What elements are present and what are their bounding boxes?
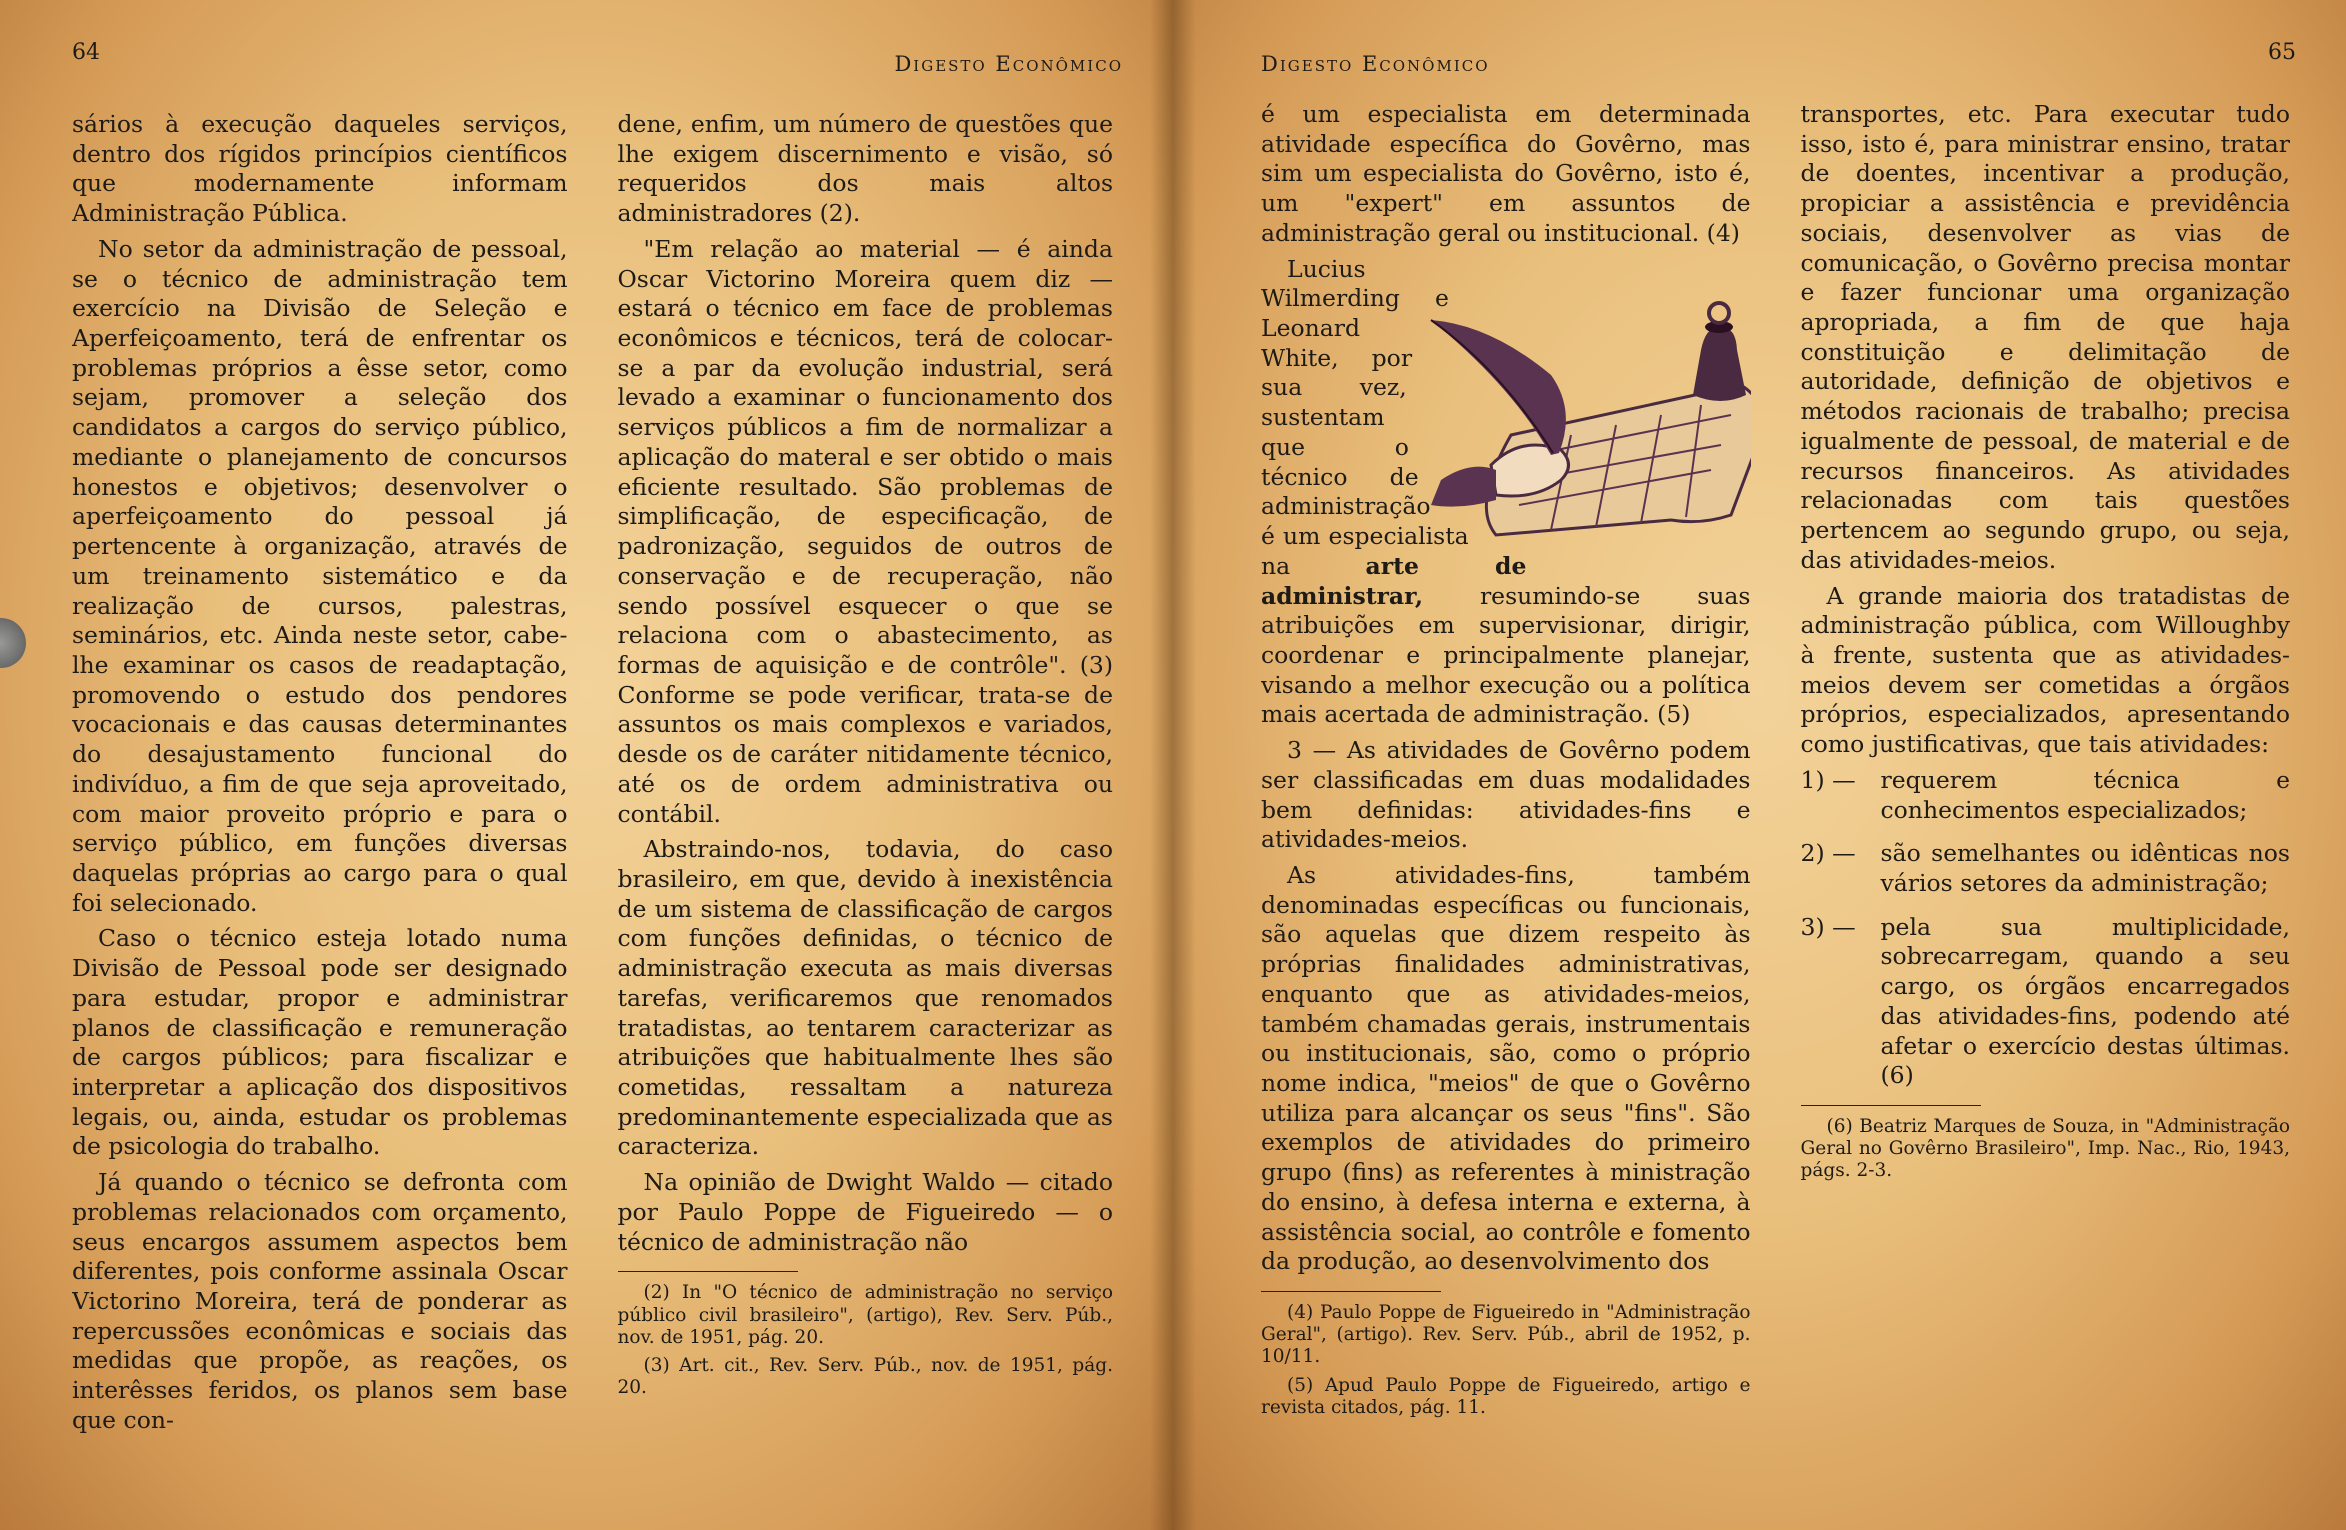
quill-icon bbox=[1401, 265, 1751, 555]
list-number: 2) — bbox=[1800, 839, 1856, 868]
paragraph: 3 — As atividades de Govêrno podem ser classificadas em duas modalidades bem definidas: atividades-fins e atividades-meios. bbox=[1261, 736, 1751, 854]
list-item bbox=[1801, 913, 2291, 1091]
column-2 bbox=[618, 110, 1114, 1440]
paragraph: Já quando o técnico se defronta com problemas relacionados com orçamento, seus encargos assumem aspectos bem diferentes, pois conforme assinala Oscar Victorino Moreira, terá de ponderar as repercussões econômicas e sociais das medidas que propõe, as reações, os interêsses feridos, os planos sem base que con- bbox=[72, 1168, 568, 1434]
list-text: requerem técnica e conhecimentos especializados; bbox=[1880, 765, 2290, 824]
list-text: são semelhantes ou idênticas nos vários setores da administração; bbox=[1880, 839, 2290, 897]
footnote-rule bbox=[1261, 1291, 1441, 1292]
footnote: (6) Beatriz Marques de Souza, in "Administração Geral no Govêrno Brasileiro", Imp. Nac., Rio, 1943, págs. 2-3. bbox=[1800, 1116, 2290, 1182]
paragraph: Na opinião de Dwight Waldo — citado por Paulo Poppe de Figueiredo — o técnico de administração não bbox=[617, 1168, 1113, 1256]
paragraph: dene, enfim, um número de questões que lhe exigem discernimento e visão, só requeridos dos mais altos administradores (2). bbox=[617, 110, 1113, 228]
paragraph: As atividades-fins, também denominadas específicas ou funcionais, são aquelas que dizem respeito às próprias finalidades administrativas, enquanto que as atividades-meios, também chamadas gerais, instrumentais ou institucionais, são, como o próprio nome indica, "meios" de que o Govêrno utiliza para alcançar os seus "fins". São exemplos de atividades do primeiro grupo (fins) as referentes à ministração do ensino, à defesa interna e externa, à assistência social, ao contrôle e fomento da produção, ao desenvolvimento dos bbox=[1261, 860, 1751, 1276]
paragraph: "Em relação ao material — é ainda Oscar Victorino Moreira quem diz — estará o técnico em face de problemas econômicos e técnicos, terá de colocar-se a par da evolução industrial, será levado a examinar o funcionamento dos serviços públicos a fim de normalizar a aplicação do materal e ser obtido o mais eficiente resultado. São problemas de simplificação, de especificação, de padronização, seguidos de outros de conservação e de recuperação, não sendo possível esquecer o que se relaciona com o abastecimento, as formas de aquisição e de contrôle". (3) Conforme se pode verificar, trata-se de assuntos os mais complexos e variados, desde os de caráter nitidamente técnico, até os de ordem administrativa ou contábil. bbox=[617, 234, 1113, 828]
paragraph: No setor da administração de pessoal, se o técnico de administração tem exercício na Divisão de Seleção e Aperfeiçoamento, terá de enfrentar os problemas próprios a êsse setor, como sejam, promover a seleção dos candidatos a cargos do serviço público, mediante o planejamento de concursos honestos e objetivos; desenvolver o aperfeiçoamento do pessoal já pertencente à organização, através de um treinamento sistemático e da realização de cursos, palestras, seminários, etc. Ainda neste setor, cabe-lhe examinar os casos de readaptação, promovendo o estudo dos pendores vocacionais e das causas determinantes do desajustamento funcional do indivíduo, a fim de que seja aproveitado, com maior proveito próprio e para o serviço público, em funções diversas daquelas próprias ao cargo para o qual foi selecionado. bbox=[72, 234, 568, 917]
paragraph: Abstraindo-nos, todavia, do caso brasileiro, em que, devido à inexistência de um sistema de classificação de cargos com funções definidas, o técnico de administração executa as mais diversas tarefas, verificaremos que renomados tratadistas, ao tentarem caracterizar as atribuições que habitualmente lhes são cometidas, ressaltam a natureza predominantemente especializada que as caracteriza. bbox=[617, 835, 1113, 1161]
right-page bbox=[1173, 0, 2346, 1530]
list-item bbox=[1801, 839, 2291, 898]
footnote: (4) Paulo Poppe de Figueiredo in "Administração Geral", (artigo). Rev. Serv. Púb., abril de 1952, p. 10/11. bbox=[1261, 1302, 1751, 1368]
text-columns bbox=[72, 110, 1113, 1440]
footnote: (5) Apud Paulo Poppe de Figueiredo, artigo e revista citados, pág. 11. bbox=[1261, 1374, 1751, 1418]
running-head: Digesto Econômico bbox=[894, 52, 1123, 76]
list-number: 1) — bbox=[1800, 765, 1856, 794]
text-columns bbox=[1261, 100, 2290, 1430]
list-number: 3) — bbox=[1800, 912, 1856, 941]
column-1 bbox=[72, 110, 568, 1440]
column-2 bbox=[1801, 100, 2291, 1430]
binder-clip bbox=[0, 618, 26, 668]
paragraph-text: Lucius Wilmerding e Leonard White, por sua vez, sustentam que o técnico de administração é um especialista na bbox=[1261, 254, 1469, 580]
footnote-rule bbox=[618, 1271, 798, 1272]
column-1 bbox=[1261, 100, 1751, 1430]
paragraph: A grande maioria dos tratadistas de administração pública, com Willoughby à frente, sustenta que as atividades-meios devem ser cometidas a órgãos próprios, especializados, apresentando como justificativas, que tais atividades: bbox=[1800, 581, 2290, 759]
paragraph: Caso o técnico esteja lotado numa Divisão de Pessoal pode ser designado para estudar, propor e administrar planos de classificação e remuneração de cargos públicos; para fiscalizar e interpretar a aplicação dos dispositivos legais, ou, ainda, estudar os problemas de psicologia do trabalho. bbox=[72, 924, 568, 1161]
list-text: pela sua multiplicidade, sobrecarregam, quando a seu cargo, os órgãos encarregados das atividades-fins, podendo até afetar o exercício destas últimas. (6) bbox=[1880, 912, 2290, 1090]
quill-inkwell-illustration bbox=[1401, 265, 1751, 555]
paragraph: sários à execução daqueles serviços, dentro dos rígidos princípios científicos que modernamente informam Administração Pública. bbox=[72, 110, 568, 228]
paragraph: é um especialista em determinada atividade específica do Govêrno, mas sim um especialista do Govêrno, isto é, um "expert" em assuntos de administração geral ou institucional. (4) bbox=[1261, 100, 1751, 247]
page-number: 64 bbox=[72, 40, 100, 65]
footnote-rule bbox=[1801, 1105, 1981, 1106]
running-head: Digesto Econômico bbox=[1261, 52, 1490, 76]
footnote: (3) Art. cit., Rev. Serv. Púb., nov. de 1951, pág. 20. bbox=[617, 1354, 1113, 1399]
paragraph-text: resumindo-se suas atribuições em supervisionar, dirigir, coordenar e principalmente planejar, visando a melhor execução ou a política mais acertada de administração. (5) bbox=[1261, 581, 1751, 729]
page-number: 65 bbox=[2268, 40, 2296, 65]
paragraph: transportes, etc. Para executar tudo isso, isto é, para ministrar ensino, tratar de doentes, incentivar a produção, propiciar a assistência e previdência sociais, desenvolver as vias de comunicação, o Govêrno precisa montar e fazer funcionar uma organização apropriada, a fim de que haja constituição e delimitação de autoridade, definição de objetivos e métodos racionais de trabalho; precisa igualmente de pessoal, de material e de recursos financeiros. As atividades relacionadas com tais questões pertencem ao segundo grupo, ou seja, das atividades-meios. bbox=[1800, 100, 2290, 574]
list-item bbox=[1801, 766, 2291, 825]
footnote: (2) In "O técnico de administração no serviço público civil brasileiro", (artigo), Rev. Serv. Púb., nov. de 1951, pág. 20. bbox=[617, 1282, 1113, 1348]
bold-term: arte de administrar, bbox=[1261, 551, 1527, 610]
